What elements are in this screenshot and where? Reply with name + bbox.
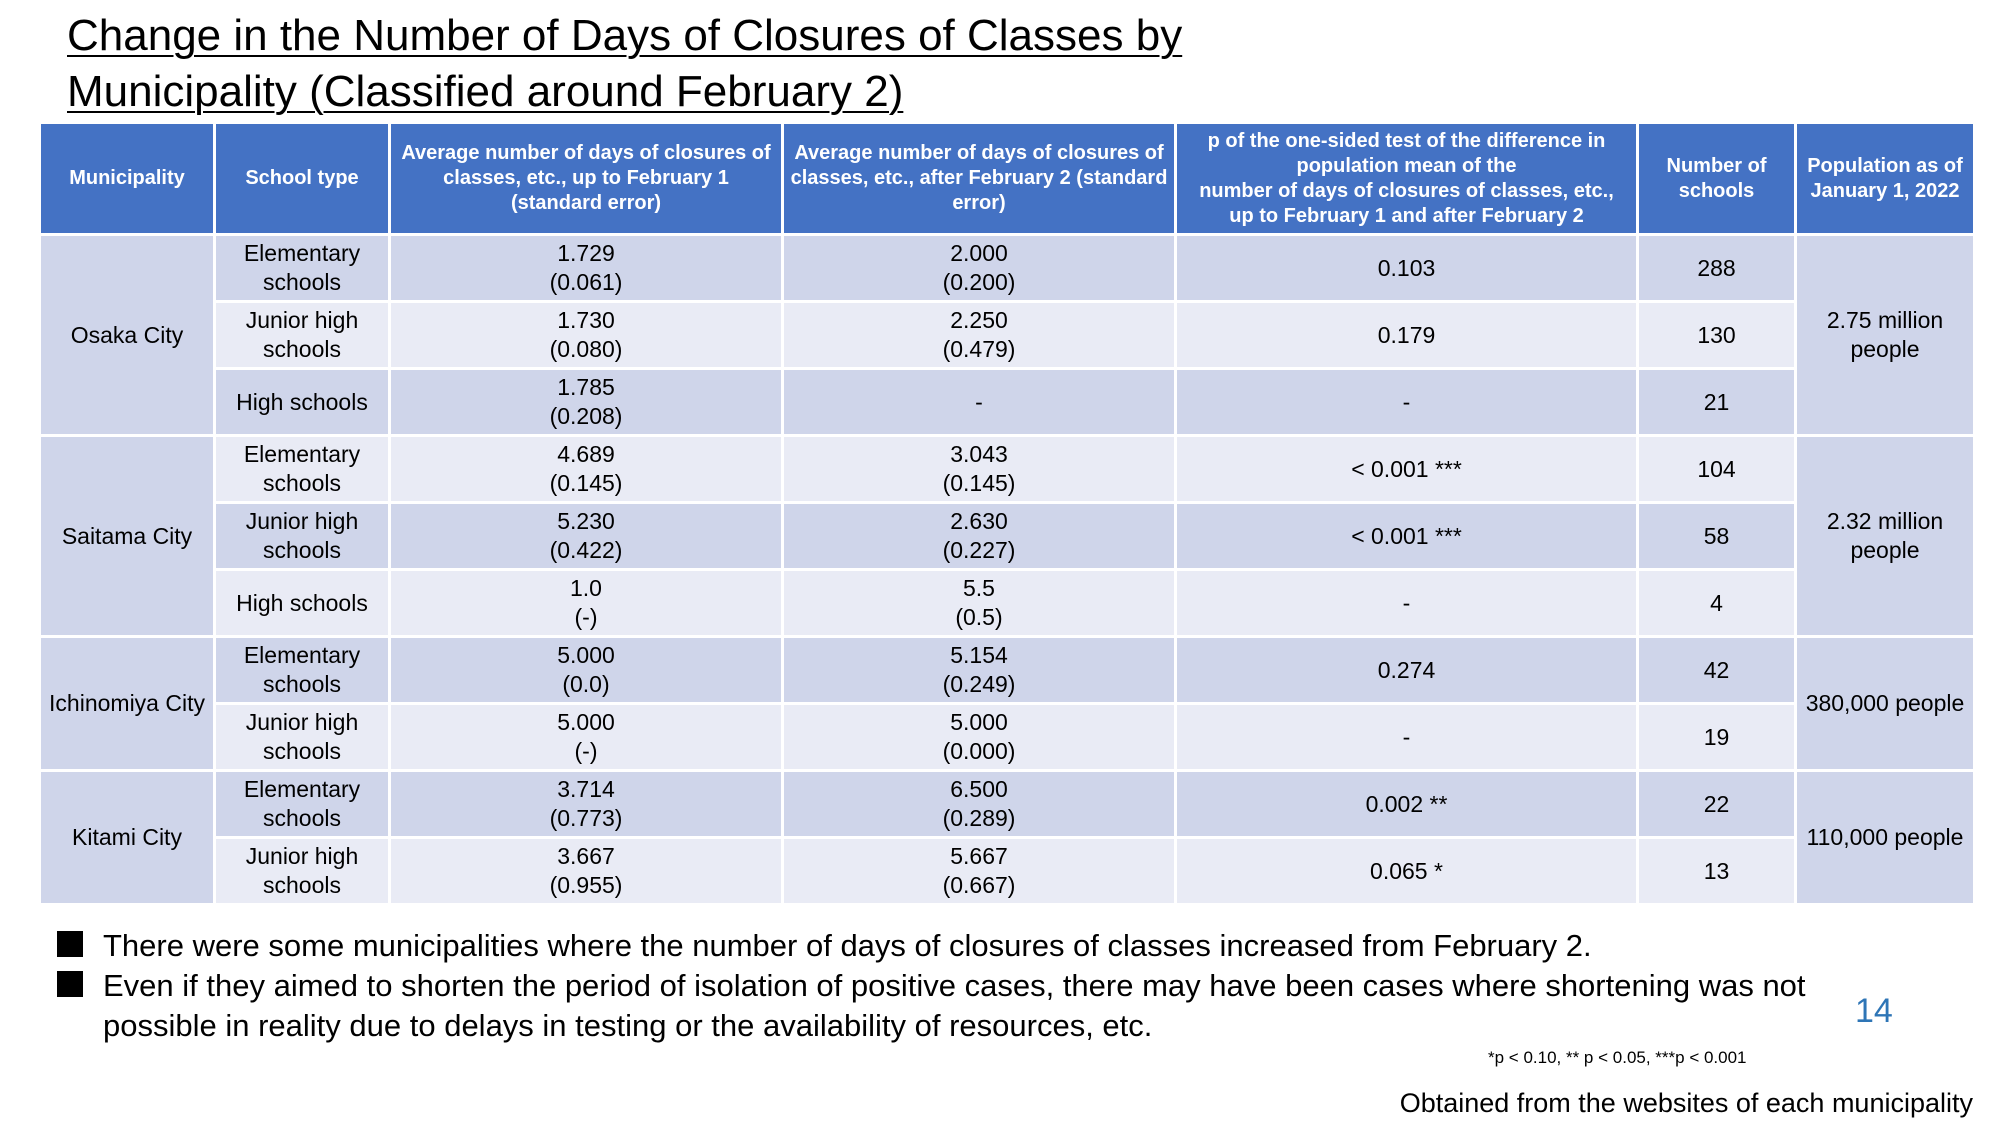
- school-count-cell: 4: [1638, 570, 1796, 637]
- bullet-square-icon: [57, 931, 83, 957]
- cell-standard-error: (0.422): [549, 537, 623, 563]
- avg-after-cell: [783, 369, 1176, 436]
- cell-value: 2.000: [950, 240, 1008, 266]
- school-type-cell: Elementary schools: [215, 771, 390, 838]
- cell-standard-error: (-): [574, 738, 598, 764]
- cell-value: 1.785: [557, 374, 615, 400]
- p-value-cell: < 0.001 ***: [1176, 436, 1638, 503]
- cell-standard-error: (0.955): [549, 872, 623, 898]
- bullet-text: There were some municipalities where the number of days of closures of classes increased from February 2.: [103, 928, 1592, 963]
- bullet-list: [57, 926, 1857, 1046]
- cell-standard-error: (0.208): [549, 403, 623, 429]
- school-count-cell: 21: [1638, 369, 1796, 436]
- header-avg-after: Average number of days of closures of classes, etc., after February 2 (standard error): [783, 123, 1176, 235]
- cell-value: 4.689: [557, 441, 615, 467]
- title-line-2: Municipality (Classified around February 2): [67, 67, 904, 116]
- p-value-cell: 0.274: [1176, 637, 1638, 704]
- header-number-of-schools: Number of schools: [1638, 123, 1796, 235]
- closure-days-table: [38, 121, 1976, 906]
- cell-standard-error: (0.249): [942, 671, 1016, 697]
- population-cell: 2.75 million people: [1796, 235, 1975, 436]
- school-type-cell: Elementary schools: [215, 436, 390, 503]
- cell-standard-error: (0.145): [942, 470, 1016, 496]
- bullet-text: Even if they aimed to shorten the period of isolation of positive cases, there may have been cases where shortening was not possible in reality due to delays in testing or the availability of resources, etc.: [103, 968, 1806, 1043]
- table-row: [40, 369, 1975, 436]
- avg-before-cell: [390, 637, 783, 704]
- bullet-square-icon: [57, 971, 83, 997]
- cell-value: 2.630: [950, 508, 1008, 534]
- school-count-cell: 42: [1638, 637, 1796, 704]
- cell-standard-error: (-): [574, 604, 598, 630]
- p-value-cell: 0.065 *: [1176, 838, 1638, 905]
- cell-value: 1.730: [557, 307, 615, 333]
- cell-value: 5.154: [950, 642, 1008, 668]
- table-body: [40, 235, 1975, 905]
- avg-after-cell: [783, 838, 1176, 905]
- header-population: Population as of January 1, 2022: [1796, 123, 1975, 235]
- population-cell: 380,000 people: [1796, 637, 1975, 771]
- cell-value: 5.5: [963, 575, 995, 601]
- table-row: [40, 570, 1975, 637]
- avg-before-cell: [390, 436, 783, 503]
- p-value-cell: -: [1176, 570, 1638, 637]
- cell-value: 6.500: [950, 776, 1008, 802]
- population-cell: 2.32 million people: [1796, 436, 1975, 637]
- cell-standard-error: (0.227): [942, 537, 1016, 563]
- table-row: [40, 704, 1975, 771]
- p-value-cell: 0.002 **: [1176, 771, 1638, 838]
- p-value-cell: 0.179: [1176, 302, 1638, 369]
- header-avg-before: Average number of days of closures of classes, etc., up to February 1 (standard error): [390, 123, 783, 235]
- avg-after-cell: [783, 503, 1176, 570]
- cell-standard-error: (0.0): [562, 671, 610, 697]
- p-value-cell: 0.103: [1176, 235, 1638, 302]
- school-count-cell: 104: [1638, 436, 1796, 503]
- bullet-item: [57, 966, 1857, 1046]
- cell-standard-error: (0.061): [549, 269, 623, 295]
- table-row: [40, 302, 1975, 369]
- avg-after-cell: [783, 637, 1176, 704]
- avg-before-cell: [390, 235, 783, 302]
- population-cell: 110,000 people: [1796, 771, 1975, 905]
- avg-after-cell: [783, 570, 1176, 637]
- cell-value: 5.230: [557, 508, 615, 534]
- table-row: [40, 637, 1975, 704]
- cell-standard-error: (0.000): [942, 738, 1016, 764]
- municipality-cell: Ichinomiya City: [40, 637, 215, 771]
- cell-standard-error: (0.080): [549, 336, 623, 362]
- school-type-cell: Elementary schools: [215, 235, 390, 302]
- school-count-cell: 22: [1638, 771, 1796, 838]
- cell-standard-error: (0.479): [942, 336, 1016, 362]
- avg-before-cell: [390, 704, 783, 771]
- table-row: [40, 436, 1975, 503]
- school-count-cell: 19: [1638, 704, 1796, 771]
- cell-standard-error: (0.289): [942, 805, 1016, 831]
- avg-after-cell: [783, 704, 1176, 771]
- bullet-item: [57, 926, 1857, 966]
- header-p-test: [1176, 123, 1638, 235]
- slide-title: [67, 8, 1367, 120]
- avg-before-cell: [390, 570, 783, 637]
- cell-standard-error: (0.200): [942, 269, 1016, 295]
- cell-standard-error: (0.5): [955, 604, 1003, 630]
- cell-value: 1.0: [570, 575, 602, 601]
- school-count-cell: 130: [1638, 302, 1796, 369]
- cell-value: -: [975, 388, 983, 415]
- table-row: [40, 838, 1975, 905]
- title-line-1: Change in the Number of Days of Closures of Classes by: [67, 11, 1183, 60]
- avg-after-cell: [783, 235, 1176, 302]
- cell-value: 2.250: [950, 307, 1008, 333]
- significance-note: *p < 0.10, ** p < 0.05, ***p < 0.001: [1488, 1048, 1747, 1067]
- avg-before-cell: [390, 503, 783, 570]
- avg-before-cell: [390, 838, 783, 905]
- avg-before-cell: [390, 771, 783, 838]
- cell-standard-error: (0.667): [942, 872, 1016, 898]
- municipality-cell: Kitami City: [40, 771, 215, 905]
- school-type-cell: High schools: [215, 570, 390, 637]
- avg-after-cell: [783, 302, 1176, 369]
- source-note: Obtained from the websites of each municipality: [1399, 1088, 1973, 1118]
- cell-value: 3.043: [950, 441, 1008, 467]
- cell-value: 1.729: [557, 240, 615, 266]
- cell-value: 5.000: [950, 709, 1008, 735]
- school-type-cell: Junior high schools: [215, 503, 390, 570]
- header-p-test-line-1: p of the one-sided test of the difference in: [1207, 129, 1606, 152]
- header-p-test-line-3: number of days of closures of classes, etc.,: [1199, 179, 1614, 202]
- table-row: [40, 771, 1975, 838]
- page-number: 14: [1855, 992, 1893, 1030]
- school-type-cell: Junior high schools: [215, 704, 390, 771]
- cell-value: 3.667: [557, 843, 615, 869]
- header-p-test-line-2: population mean of the: [1296, 154, 1517, 177]
- header-municipality: Municipality: [40, 123, 215, 235]
- cell-standard-error: (0.145): [549, 470, 623, 496]
- cell-value: 5.667: [950, 843, 1008, 869]
- school-type-cell: High schools: [215, 369, 390, 436]
- municipality-cell: Saitama City: [40, 436, 215, 637]
- table-row: [40, 235, 1975, 302]
- p-value-cell: -: [1176, 369, 1638, 436]
- p-value-cell: < 0.001 ***: [1176, 503, 1638, 570]
- avg-after-cell: [783, 436, 1176, 503]
- table-row: [40, 503, 1975, 570]
- avg-after-cell: [783, 771, 1176, 838]
- cell-value: 5.000: [557, 709, 615, 735]
- cell-standard-error: (0.773): [549, 805, 623, 831]
- header-p-test-line-4: up to February 1 and after February 2: [1229, 204, 1584, 227]
- school-type-cell: Elementary schools: [215, 637, 390, 704]
- school-type-cell: Junior high schools: [215, 302, 390, 369]
- school-count-cell: 13: [1638, 838, 1796, 905]
- avg-before-cell: [390, 369, 783, 436]
- school-count-cell: 288: [1638, 235, 1796, 302]
- cell-value: 5.000: [557, 642, 615, 668]
- avg-before-cell: [390, 302, 783, 369]
- school-count-cell: 58: [1638, 503, 1796, 570]
- school-type-cell: Junior high schools: [215, 838, 390, 905]
- cell-value: 3.714: [557, 776, 615, 802]
- table-header-row: [40, 123, 1975, 235]
- header-school-type: School type: [215, 123, 390, 235]
- p-value-cell: -: [1176, 704, 1638, 771]
- municipality-cell: Osaka City: [40, 235, 215, 436]
